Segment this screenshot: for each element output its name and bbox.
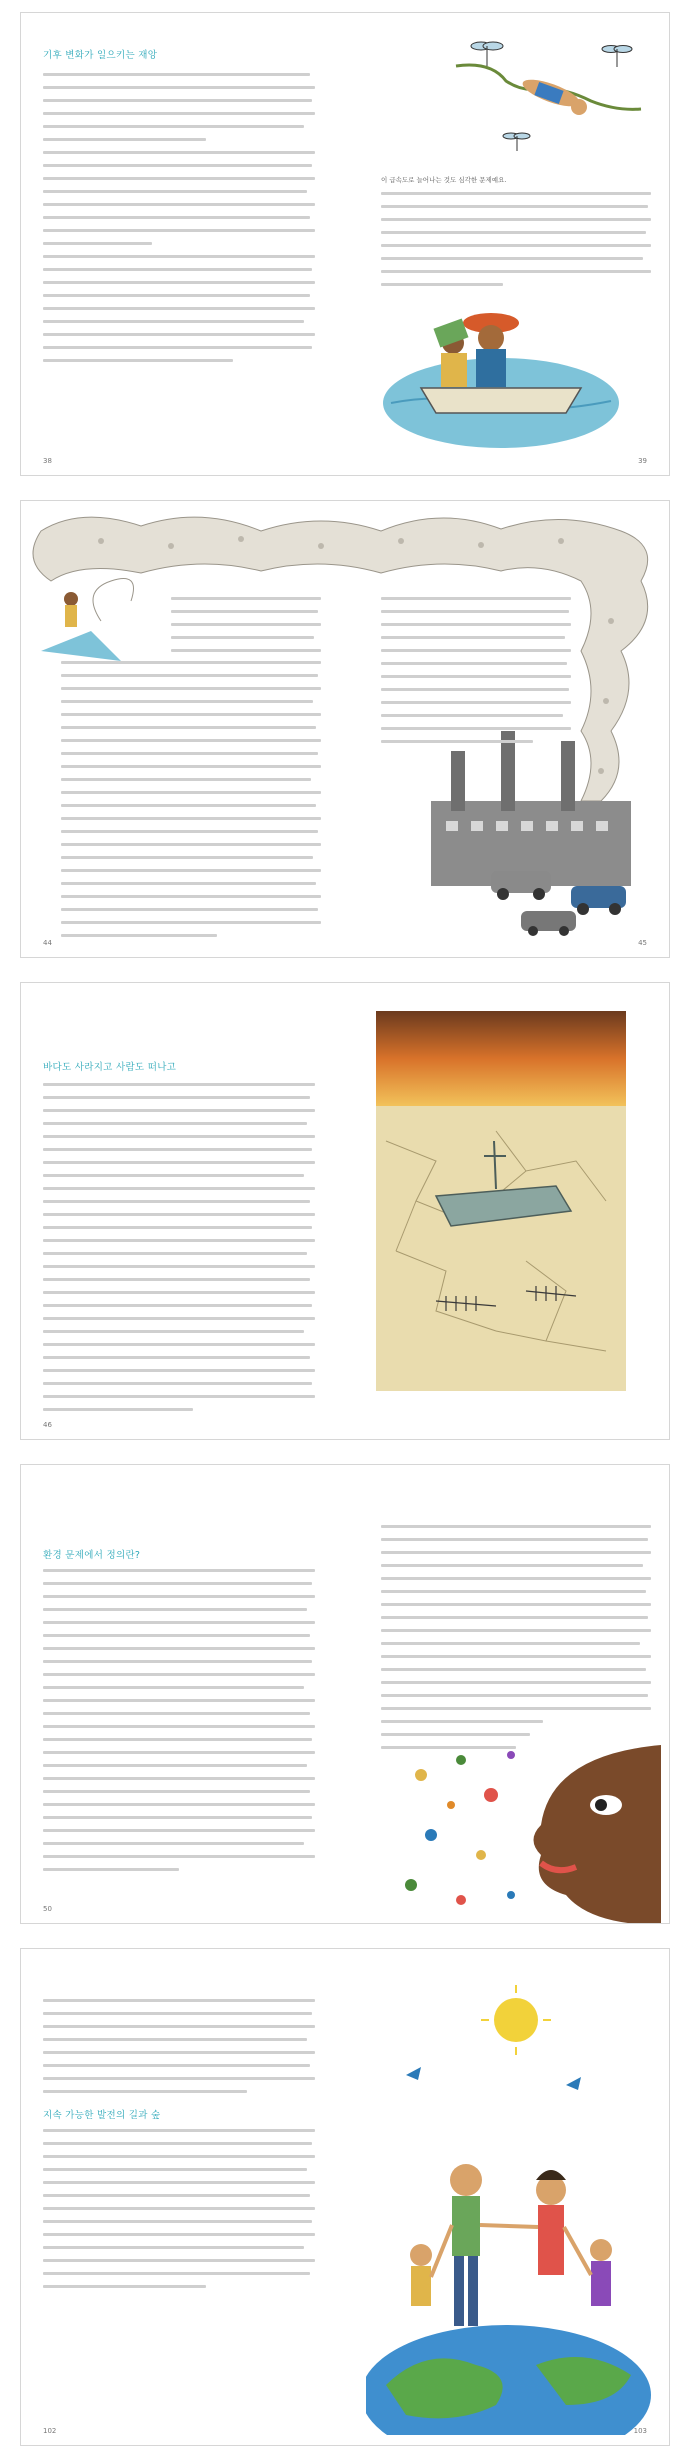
section-heading: 지속 가능한 발전의 길과 숲 (43, 2110, 161, 2121)
face-germs-illustration (391, 1735, 661, 1924)
body-text-left-bottom (43, 2129, 315, 2298)
flood-boat-illustration (381, 283, 621, 453)
body-text-right (381, 1525, 651, 1759)
right-first-line: 이 급속도로 늘어나는 것도 심각한 문제예요. (381, 176, 507, 184)
body-text-left-top (43, 1999, 315, 2103)
section-heading: 바다도 사라지고 사람도 떠나고 (43, 1062, 177, 1073)
insects-illustration (451, 31, 651, 166)
spread-3 (20, 982, 670, 1440)
page-number-right: 103 (633, 2427, 647, 2435)
page-number-left: 50 (43, 1905, 52, 1913)
spread-1 (20, 12, 670, 476)
body-text-right (381, 175, 651, 296)
page-number-right: 39 (638, 457, 647, 465)
body-text-left (43, 73, 315, 372)
section-heading: 기후 변화가 일으키는 재앙 (43, 50, 158, 61)
body-text-right (381, 597, 571, 753)
spread-2 (20, 500, 670, 958)
page-number-left: 44 (43, 939, 52, 947)
page-number-left: 38 (43, 457, 52, 465)
spread-4 (20, 1464, 670, 1924)
body-text-left (43, 1083, 315, 1421)
dried-sea-illustration (376, 1011, 626, 1391)
page-number-left: 46 (43, 1421, 52, 1429)
body-text-left (171, 597, 321, 662)
section-heading: 환경 문제에서 정의란? (43, 1550, 141, 1561)
body-text-left-lower (61, 661, 321, 947)
family-earth-illustration (366, 1965, 651, 2435)
page-number-right: 45 (638, 939, 647, 947)
body-text-left (43, 1569, 315, 1881)
spread-5 (20, 1948, 670, 2446)
page-number-left: 102 (43, 2427, 57, 2435)
